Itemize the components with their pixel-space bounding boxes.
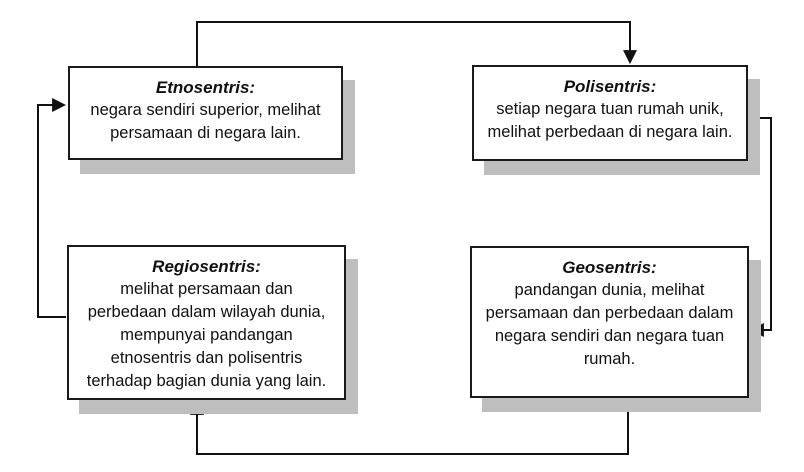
text-line: persamaan di negara lain. <box>110 124 301 142</box>
box-etnosentris-title: Etnosentris: <box>155 78 256 97</box>
arrow-regiosentris-to-etnosentris <box>38 105 66 317</box>
text-line: negara sendiri superior, melihat <box>90 101 321 119</box>
box-geosentris-title: Geosentris: <box>562 258 657 277</box>
box-polisentris-body <box>480 98 740 144</box>
text-line: terhadap bagian dunia yang lain. <box>86 372 327 390</box>
box-regiosentris <box>67 245 346 400</box>
text-line: persamaan dan perbedaan dalam <box>485 304 734 322</box>
box-geosentris <box>470 246 749 398</box>
box-regiosentris-title: Regiosentris: <box>152 257 261 276</box>
text-line: rumah. <box>583 350 636 368</box>
box-polisentris <box>472 65 748 161</box>
box-etnosentris-body <box>76 99 335 145</box>
text-line: melihat perbedaan di negara lain. <box>487 123 733 141</box>
box-geosentris-body <box>478 279 741 371</box>
text-line: setiap negara tuan rumah unik, <box>496 100 724 118</box>
text-line: melihat persamaan dan <box>120 280 293 298</box>
box-polisentris-title: Polisentris: <box>563 77 657 96</box>
text-line: etnosentris dan polisentris <box>110 349 303 367</box>
arrow-polisentris-to-geosentris <box>747 118 771 330</box>
box-regiosentris-body <box>75 278 338 393</box>
text-line: perbedaan dalam wilayah dunia, <box>87 303 326 321</box>
box-etnosentris <box>68 66 343 160</box>
arrow-etnosentris-to-polisentris <box>197 22 630 67</box>
text-line: negara sendiri dan negara tuan <box>494 327 725 345</box>
text-line: mempunyai pandangan <box>120 326 293 344</box>
text-line: pandangan dunia, melihat <box>514 281 705 299</box>
arrow-geosentris-to-regiosentris <box>197 397 628 454</box>
